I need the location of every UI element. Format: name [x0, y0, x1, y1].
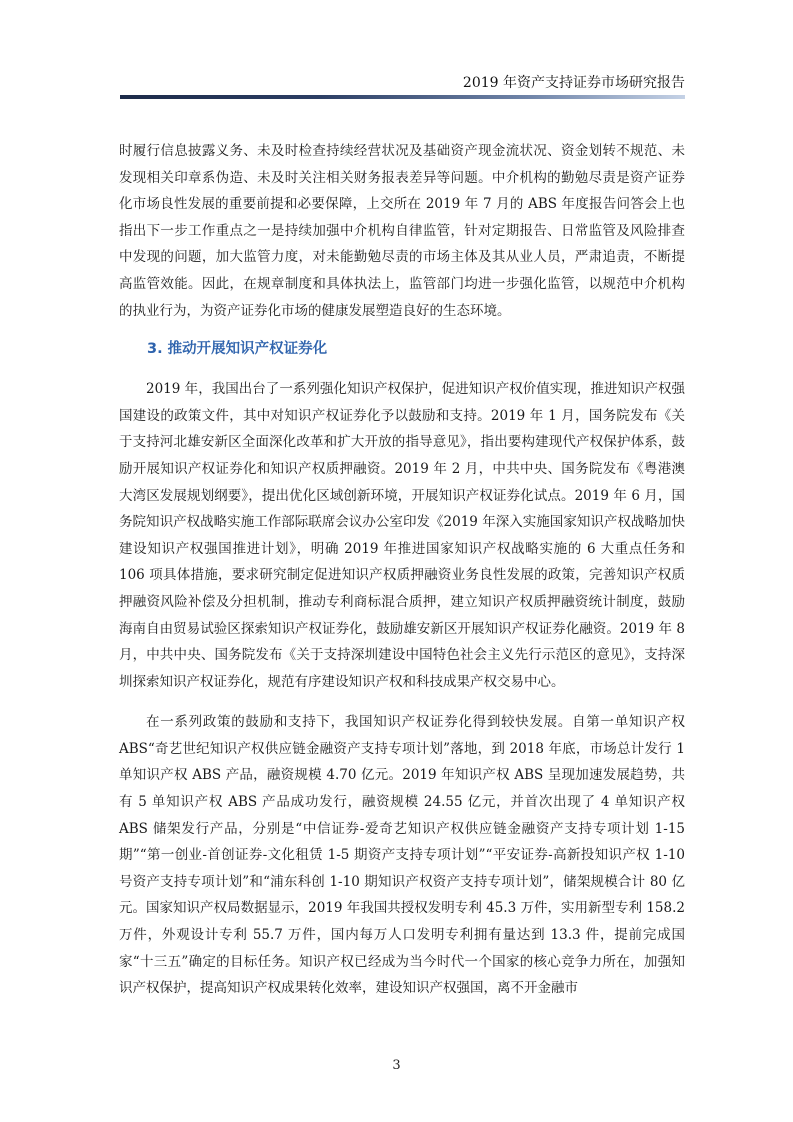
- paragraph-continued: 时履行信息披露义务、未及时检查持续经营状况及基础资产现金流状况、资金划转不规范、未发现相关印章系伪造、未及时关注相关财务报表差异等问题。中介机构的勤勉尽责是资产证券化市场良性发展的重要前提和必要保障，上交所在 2019 年 7 月的 ABS 年度报告问答会上也指出下一步工作重点之一是持续加强中介机构自律监管，针对定期报告、日常监管及风险排查中发现的问题，加大监管力度，对未能勤勉尽责的市场主体及其从业人员，严肃追责，不断提高监管效能。因此，在规章制度和具体执法上，监管部门均进一步强化监管，以规范中介机构的执业行为，为资产证券化市场的健康发展塑造良好的生态环境。: [119, 143, 685, 319]
- page-number: 3: [392, 1058, 401, 1073]
- paragraph-development: 在一系列政策的鼓励和支持下，我国知识产权证券化得到较快发展。自第一单知识产权 ABS“奇艺世纪知识产权供应链金融资产支持专项计划”落地，到 2018 年底，市场总计发行 1 单知识产权 ABS 产品，融资规模 4.70 亿元。2019 年知识产权 ABS 呈现加速发展趋势，共有 5 单知识产权 ABS 产品成功发行，融资规模 24.55 亿元，并首次出现了 4 单知识产权 ABS 储架发行产品，分别是“中信证券-爱奇艺知识产权供应链金融资产支持专项计划 1-15 期”“第一创业-首创证券-文化租赁 1-5 期资产支持专项计划”“平安证券-高新投知识产权 1-10 号资产支持专项计划”和“浦东科创 1-10 期知识产权资产支持专项计划”，储架规模合计 80 亿元。国家知识产权局数据显示，2019 年我国共授权发明专利 45.3 万件，实用新型专利 158.2 万件，外观设计专利 55.7 万件，国内每万人口发明专利拥有量达到 13.3 件，提前完成国家“十三五”确定的目标任务。知识产权已经成为当今时代一个国家的核心竞争力所在，加强知识产权保护，提高知识产权成果转化效率，建设知识产权强国，离不开金融市: [119, 714, 685, 997]
- paragraph-policy: 2019 年，我国出台了一系列强化知识产权保护，促进知识产权价值实现，推进知识产权强国建设的政策文件，其中对知识产权证券化予以鼓励和支持。2019 年 1 月，国务院发布《关于支持河北雄安新区全面深化改革和扩大开放的指导意见》，指出要构建现代产权保护体系，鼓励开展知识产权证券化和知识产权质押融资。2019 年 2 月，中共中央、国务院发布《粤港澳大湾区发展规划纲要》，提出优化区域创新环境，开展知识产权证券化试点。2019 年 6 月，国务院知识产权战略实施工作部际联席会议办公室印发《2019 年深入实施国家知识产权战略加快建设知识产权强国推进计划》，明确 2019 年推进国家知识产权战略实施的 6 大重点任务和 106 项具体措施，要求研究制定促进知识产权质押融资业务良性发展的政策，完善知识产权质押融资风险补偿及分担机制，推动专利商标混合质押，建立知识产权质押融资统计制度，鼓励海南自由贸易试验区探索知识产权证券化，鼓励雄安新区开展知识产权证券化融资。2019 年 8 月，中共中央、国务院发布《关于支持深圳建设中国特色社会主义先行示范区的意见》，支持深圳探索知识产权证券化，规范有序建设知识产权和科技成果产权交易中心。: [119, 381, 685, 690]
- section-heading: 3. 推动开展知识产权证券化: [147, 341, 328, 358]
- document-body: [119, 138, 685, 1002]
- report-title: 2019 年资产支持证券市场研究报告: [462, 75, 685, 91]
- page-header: [120, 68, 685, 102]
- header-divider: [120, 95, 685, 99]
